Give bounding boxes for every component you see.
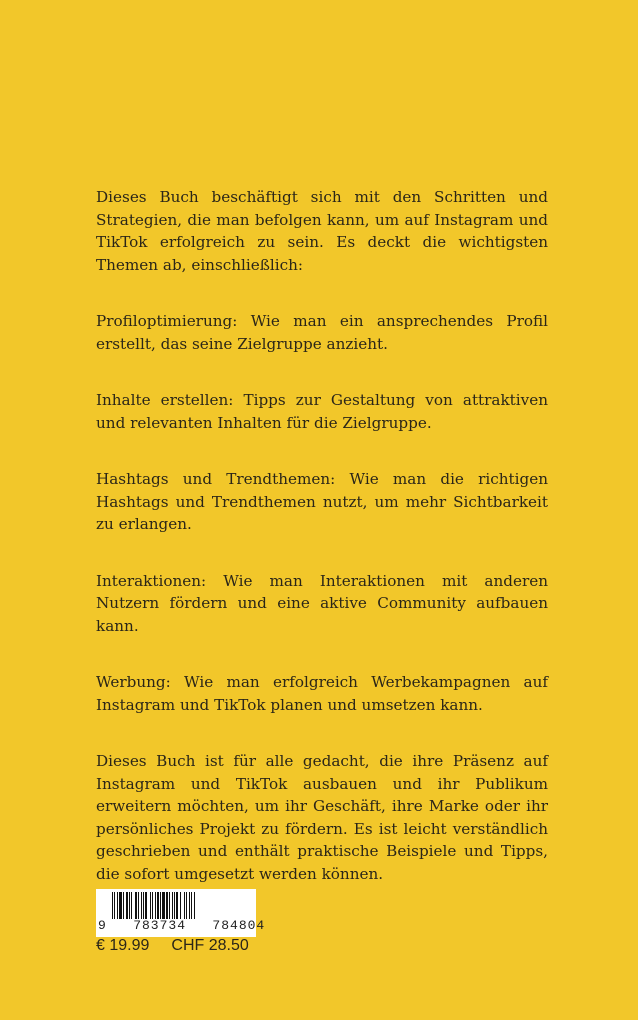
barcode-bar	[180, 892, 181, 919]
barcode-bar	[152, 892, 153, 919]
barcode-bar	[129, 892, 130, 919]
barcode-bar	[143, 892, 144, 919]
blurb-paragraph-intro: Dieses Buch beschäftigt sich mit den Schritten und Strategien, die man befolgen kann, um auf Instagram und TikTok erfolgreich zu sein. Es deckt die wichtigsten Themen ab, einschließlich:	[96, 188, 548, 274]
isbn-barcode	[96, 889, 266, 937]
barcode-bar	[117, 892, 118, 919]
barcode-bar	[186, 892, 187, 919]
barcode-bar	[123, 892, 124, 919]
blurb-text	[96, 186, 548, 919]
barcode-bar	[176, 892, 178, 919]
blurb-paragraph-hashtags: Hashtags und Trendthemen: Wie man die richtigen Hashtags und Trendthemen nutzt, um mehr Sichtbarkeit zu erlangen.	[96, 470, 548, 533]
barcode-bar	[145, 892, 147, 919]
barcode-bar	[166, 892, 168, 919]
blurb-paragraph-content: Inhalte erstellen: Tipps zur Gestaltung von attraktiven und relevanten Inhalten für die Zielgruppe.	[96, 391, 548, 432]
barcode-bar	[131, 892, 132, 919]
barcode-bar	[174, 892, 175, 919]
barcode-bar	[138, 892, 139, 919]
barcode-bar	[119, 892, 122, 919]
barcode-bar	[184, 892, 185, 919]
barcode-bar	[150, 892, 151, 919]
barcode-bar	[189, 892, 190, 919]
barcode-bar	[112, 892, 113, 919]
barcode-bar	[162, 892, 165, 919]
barcode-bar	[191, 892, 192, 919]
barcode-bar	[155, 892, 156, 919]
price-block	[96, 937, 296, 955]
barcode-bar	[160, 892, 161, 919]
price-chf: CHF 28.50	[171, 937, 249, 954]
barcode-bar	[194, 892, 195, 919]
barcode-bar	[157, 892, 159, 919]
barcode-bars	[112, 892, 252, 919]
blurb-paragraph-advertising: Werbung: Wie man erfolgreich Werbekampagnen auf Instagram und TikTok planen und umsetzen kann.	[96, 673, 548, 714]
isbn-number: 9 783734 784804	[98, 918, 266, 933]
barcode-bar	[172, 892, 173, 919]
barcode-bar	[135, 892, 137, 919]
barcode-bar	[141, 892, 142, 919]
price-eur: € 19.99	[96, 937, 150, 954]
blurb-paragraph-audience: Dieses Buch ist für alle gedacht, die ihre Präsenz auf Instagram und TikTok ausbauen und ihr Publikum erweitern möchten, um ihr Geschäft, ihre Marke oder ihr persönliches Projekt zu fördern. Es ist leicht verständlich geschrieben und enthält praktische Beispiele und Tipps, die sofort umgesetzt werden können.	[96, 752, 548, 883]
barcode-bar	[126, 892, 128, 919]
blurb-paragraph-interactions: Interaktionen: Wie man Interaktionen mit anderen Nutzern fördern und eine aktive Community aufbauen kann.	[96, 571, 548, 635]
barcode-bar	[114, 892, 115, 919]
barcode-bar	[169, 892, 170, 919]
blurb-paragraph-profile: Profiloptimierung: Wie man ein ansprechendes Profil erstellt, das seine Zielgruppe anzieht.	[96, 312, 548, 353]
